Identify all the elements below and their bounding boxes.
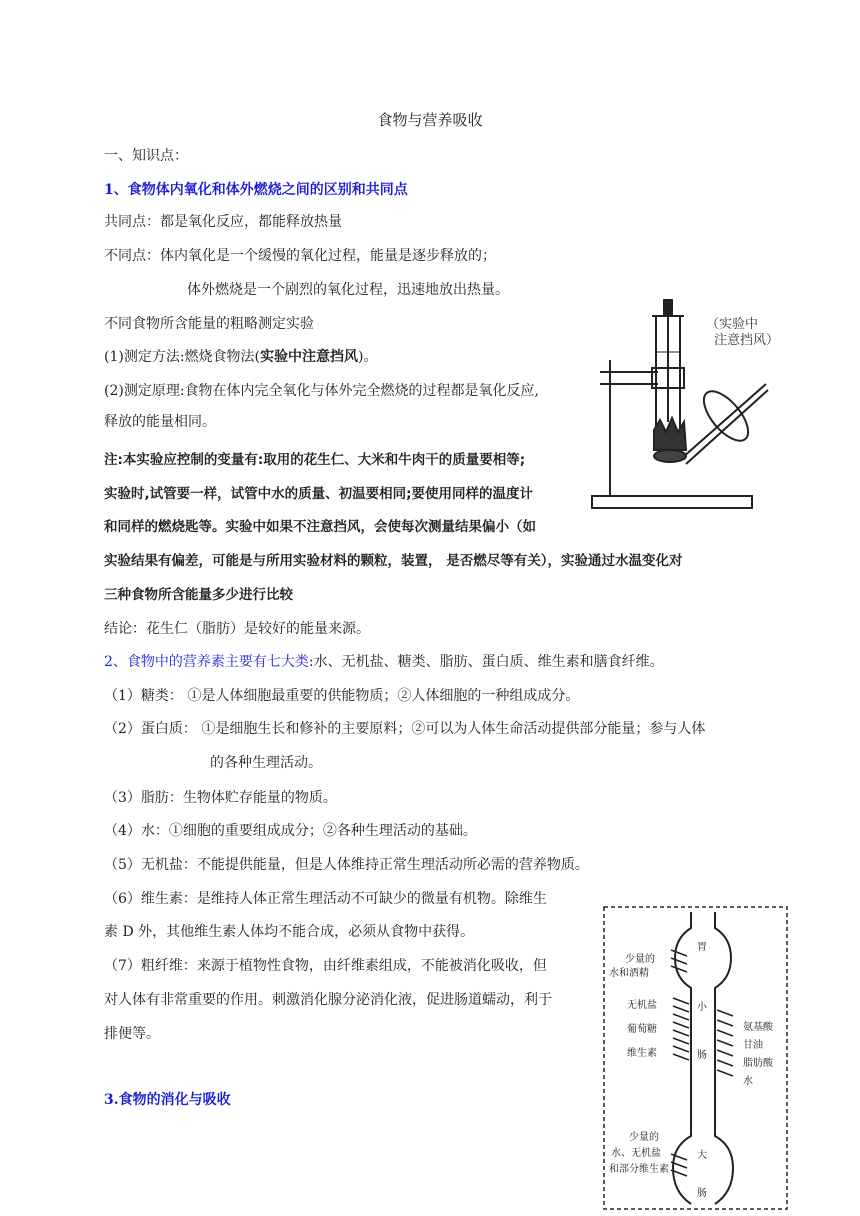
common-points: 共同点：都是氧化反应，都能释放热量	[104, 214, 342, 230]
figure1-note-line2: 注意挡风）	[714, 333, 780, 348]
small-right-line4: 水	[743, 1076, 753, 1087]
large-absorb-line1: 少量的	[629, 1132, 659, 1143]
nutrient-protein-line1: （2）蛋白质： ①是细胞生长和修补的主要原料；②可以为人体生命活动提供部分能量；参与人体	[104, 721, 706, 737]
note-line2: 实验时,试管要一样，试管中水的质量、初温要相同;要使用同样的温度计	[104, 486, 534, 502]
small-intestine-label-2: 肠	[697, 1050, 707, 1061]
method-line	[104, 347, 377, 367]
stomach-label: 胃	[697, 942, 707, 953]
heading-1: 1、食物体内氧化和体外燃烧之间的区别和共同点	[104, 182, 408, 198]
section-heading: 一、知识点：	[104, 148, 188, 164]
method-text: (1)测定方法:燃烧食物法(	[104, 349, 261, 365]
experiment-title: 不同食物所含能量的粗略测定实验	[104, 316, 314, 332]
large-absorb-line3: 和部分维生素	[609, 1164, 669, 1175]
nutrient-fiber-line2: 对人体有非常重要的作用。刺激消化腺分泌消化液，促进肠道蠕动，利于	[104, 992, 552, 1008]
nutrient-fiber-line1: （7）粗纤维：来源于植物性食物，由纤维素组成，不能被消化吸收，但	[104, 958, 547, 974]
figure1-note-line1: （实验中	[706, 317, 759, 332]
principle-line1: (2)测定原理:食物在体内完全氧化与体外完全燃烧的过程都是氧化反应,	[104, 383, 539, 399]
note-line1: 注:本实验应控制的变量有:取用的花生仁、大米和牛肉干的质量要相等;	[104, 452, 526, 468]
conclusion: 结论：花生仁（脂肪）是较好的能量来源。	[104, 621, 370, 637]
stomach-absorb-line2: 水和酒精	[609, 968, 649, 979]
small-right-line3: 脂肪酸	[743, 1058, 773, 1069]
differences-line2: 体外燃烧是一个剧烈的氧化过程，迅速地放出热量。	[187, 282, 509, 298]
nutrient-fiber-line3: 排便等。	[104, 1026, 160, 1042]
method-emphasis: 实验中注意挡风	[260, 349, 359, 365]
nutrient-water: （4）水：①细胞的重要组成成分；②各种生理活动的基础。	[104, 823, 477, 839]
note-line5: 三种食物所含能量多少进行比较	[104, 587, 293, 603]
heading-3: 3.食物的消化与吸收	[104, 1092, 231, 1108]
small-right-line2: 甘油	[743, 1040, 763, 1051]
combustion-apparatus-figure	[588, 292, 820, 514]
differences-line1: 不同点：体内氧化是一个缓慢的氧化过程，能量是逐步释放的；	[104, 248, 496, 264]
large-intestine-label-1: 大	[697, 1150, 707, 1161]
page-title: 食物与营养吸收	[377, 111, 483, 129]
nutrient-protein-line2: 的各种生理活动。	[210, 755, 322, 771]
small-intestine-label-1: 小	[697, 1002, 707, 1013]
stomach-absorb-line1: 少量的	[625, 954, 655, 965]
small-right-line1: 氨基酸	[743, 1022, 773, 1033]
note-line4: 实验结果有偏差，可能是与所用实验材料的颗粒，装置， 是否燃尽等有关），实验通过水温变化对	[104, 553, 683, 569]
small-left-line1: 无机盐	[627, 1000, 657, 1011]
nutrient-fat: （3）脂肪：生物体贮存能量的物质。	[104, 790, 337, 806]
nutrient-vitamin-line1: （6）维生素：是维持人体正常生理活动不可缺少的微量有机物。除维生	[104, 891, 547, 907]
nutrient-mineral: （5）无机盐：不能提供能量，但是人体维持正常生理活动所必需的营养物质。	[104, 857, 589, 873]
heading-2-list: :水、无机盐、糖类、脂肪、蛋白质、维生素和膳食纤维。	[308, 654, 664, 670]
principle-line2: 释放的能量相同。	[104, 414, 216, 430]
digestive-absorption-figure	[603, 906, 789, 1212]
small-left-line2: 葡萄糖	[627, 1024, 657, 1035]
note-line3: 和同样的燃烧匙等。实验中如果不注意挡风，会使每次测量结果偏小（如	[104, 519, 536, 535]
heading-2-title: 2、食物中的营养素主要有七大类	[104, 654, 309, 670]
heading-2	[104, 652, 664, 672]
nutrient-vitamin-line2: 素 D 外，其他维生素人体均不能合成，必须从食物中获得。	[104, 924, 475, 940]
small-left-line3: 维生素	[627, 1048, 657, 1059]
method-end: )。	[358, 349, 378, 365]
nutrient-sugar: （1）糖类： ①是人体细胞最重要的供能物质；②人体细胞的一种组成成分。	[104, 688, 580, 704]
large-absorb-line2: 水、无机盐	[611, 1148, 661, 1159]
large-intestine-label-2: 肠	[697, 1188, 707, 1199]
